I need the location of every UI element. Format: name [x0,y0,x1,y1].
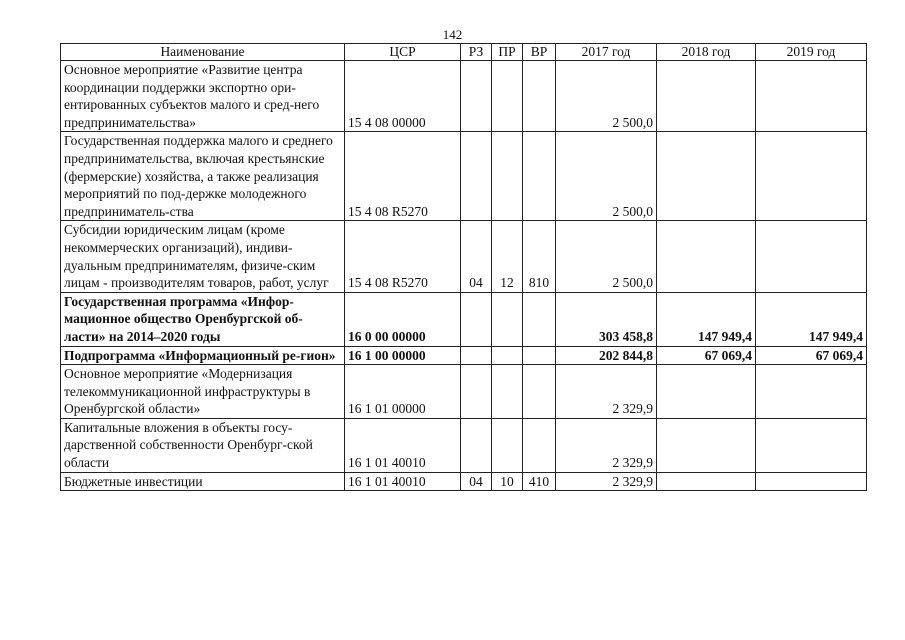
cell-csr: 16 0 00 00000 [345,292,461,346]
table-row [61,221,867,292]
cell-rz: 04 [461,472,492,491]
cell-2017: 2 500,0 [556,221,657,292]
cell-vr: 810 [523,221,556,292]
cell-rz [461,292,492,346]
header-pr: ПР [492,44,523,61]
cell-csr: 16 1 01 40010 [345,418,461,472]
cell-pr [492,418,523,472]
table-row [61,292,867,346]
cell-2018 [657,472,756,491]
cell-2017: 2 500,0 [556,132,657,221]
cell-2019: 67 069,4 [756,346,867,365]
cell-name: Государственная программа «Инфор-мационное общество Оренбургской об-ласти» на 2014–2020 годы [61,292,345,346]
cell-rz [461,365,492,419]
cell-rz [461,132,492,221]
cell-2017: 2 329,9 [556,472,657,491]
cell-pr [492,292,523,346]
header-csr: ЦСР [345,44,461,61]
cell-2018 [657,132,756,221]
cell-pr: 12 [492,221,523,292]
cell-vr [523,418,556,472]
cell-2017: 2 329,9 [556,418,657,472]
cell-name: Основное мероприятие «Модернизация телекоммуникационной инфраструктуры в Оренбургской области» [61,365,345,419]
table-body [61,61,867,491]
header-year-2018: 2018 год [657,44,756,61]
header-year-2017: 2017 год [556,44,657,61]
cell-name: Подпрограмма «Информационный ре-гион» [61,346,345,365]
header-year-2019: 2019 год [756,44,867,61]
cell-pr [492,346,523,365]
cell-csr: 16 1 00 00000 [345,346,461,365]
table-row [61,61,867,132]
cell-csr: 15 4 08 00000 [345,61,461,132]
cell-2019: 147 949,4 [756,292,867,346]
cell-2019 [756,132,867,221]
cell-pr [492,365,523,419]
cell-2018 [657,221,756,292]
cell-csr: 16 1 01 40010 [345,472,461,491]
cell-csr: 16 1 01 00000 [345,365,461,419]
cell-2019 [756,61,867,132]
cell-2018 [657,418,756,472]
cell-2018: 67 069,4 [657,346,756,365]
cell-2019 [756,472,867,491]
cell-2017: 202 844,8 [556,346,657,365]
header-vr: ВР [523,44,556,61]
header-name: Наименование [61,44,345,61]
cell-csr: 15 4 08 R5270 [345,221,461,292]
table-header-row [61,44,867,61]
header-rz: РЗ [461,44,492,61]
cell-rz [461,346,492,365]
cell-pr: 10 [492,472,523,491]
cell-pr [492,132,523,221]
cell-rz [461,61,492,132]
cell-2019 [756,365,867,419]
cell-name: Капитальные вложения в объекты госу-дарственной собственности Оренбург-ской области [61,418,345,472]
cell-vr [523,346,556,365]
table-row [61,346,867,365]
cell-2017: 2 500,0 [556,61,657,132]
table-row [61,132,867,221]
cell-2018 [657,61,756,132]
cell-vr [523,132,556,221]
cell-name: Субсидии юридическим лицам (кроме некоммерческих организаций), индиви-дуальным предпринимателям, физиче-ским лицам - производителям товаров, работ, услуг [61,221,345,292]
cell-name: Государственная поддержка малого и среднего предпринимательства, включая крестьянские (фермерские) хозяйства, а также реализация мероприятий по под-держке молодежного предприниматель-ства [61,132,345,221]
table-row [61,472,867,491]
cell-csr: 15 4 08 R5270 [345,132,461,221]
cell-2018: 147 949,4 [657,292,756,346]
cell-vr [523,61,556,132]
cell-2019 [756,221,867,292]
cell-name: Бюджетные инвестиции [61,472,345,491]
cell-vr [523,365,556,419]
cell-rz: 04 [461,221,492,292]
cell-rz [461,418,492,472]
cell-2017: 2 329,9 [556,365,657,419]
cell-2019 [756,418,867,472]
table-row [61,365,867,419]
cell-pr [492,61,523,132]
cell-name: Основное мероприятие «Развитие центра координации поддержки экспортно ори-ентированных субъектов малого и сред-него предпринимательства» [61,61,345,132]
cell-2017: 303 458,8 [556,292,657,346]
cell-vr [523,292,556,346]
cell-2018 [657,365,756,419]
page-number: 142 [442,27,463,42]
cell-vr: 410 [523,472,556,491]
table-row [61,418,867,472]
budget-table [60,43,867,491]
